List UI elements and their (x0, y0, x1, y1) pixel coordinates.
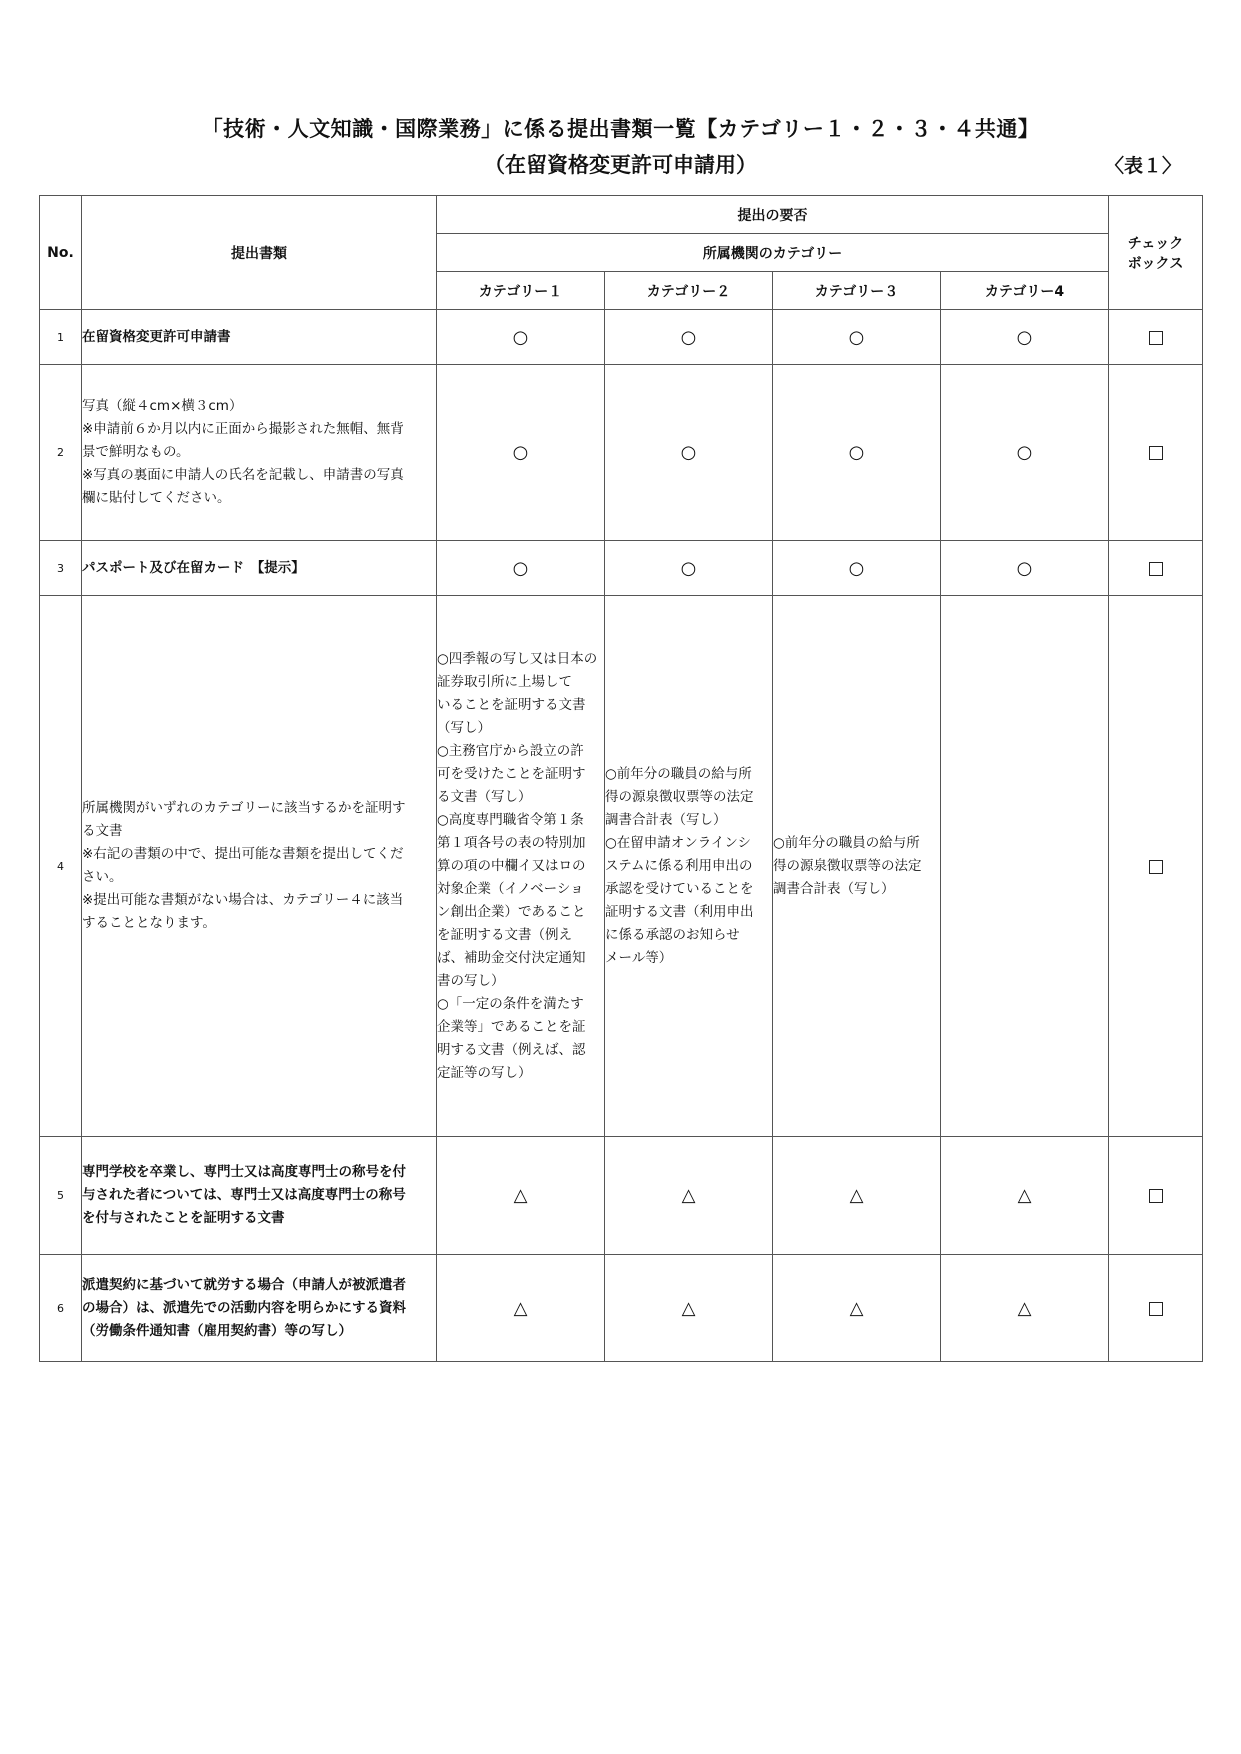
header-requirement: 提出の要否 (437, 196, 1109, 234)
checkbox[interactable] (1149, 331, 1163, 345)
note-line: 承認を受けていることを (605, 880, 754, 897)
note-line: る文書（写し） (437, 788, 532, 805)
table-number: 〈表１〉 (1104, 155, 1181, 177)
requirement-mark: △ (773, 1255, 941, 1362)
document-name (82, 541, 437, 596)
documents-table (39, 195, 1203, 1362)
note-line: 企業等」であることを証 (437, 1018, 586, 1035)
note-line: 証明する文書（利用申出 (605, 903, 754, 920)
document-line: 所属機関がいずれのカテゴリーに該当するかを証明す (82, 800, 406, 816)
header-checkbox (1109, 196, 1203, 310)
header-category-1: カテゴリー１ (437, 272, 605, 310)
row-number: 4 (40, 596, 82, 1137)
row-number: 3 (40, 541, 82, 596)
header-org-category: 所属機関のカテゴリー (437, 234, 1109, 272)
note-line: を証明する文書（例え (437, 926, 572, 943)
page-title: 「技術・人文知識・国際業務」に係る提出書類一覧【カテゴリー１・２・３・４共通】 (201, 117, 1040, 141)
requirement-mark: ○ (773, 310, 941, 365)
table-row (40, 541, 1203, 596)
header-documents: 提出書類 (82, 196, 437, 310)
requirement-mark: △ (773, 1137, 941, 1255)
note-line: いることを証明する文書 (437, 696, 586, 713)
check-box-cell[interactable] (1109, 541, 1203, 596)
note-line: 可を受けたことを証明す (437, 765, 586, 782)
document-name (82, 596, 437, 1137)
document-line: パスポート及び在留カード 【提示】 (82, 559, 305, 576)
note-line: （写し） (437, 719, 491, 736)
document-line: ※右記の書類の中で、提出可能な書類を提出してくだ (82, 846, 404, 862)
requirement-mark: ○ (941, 541, 1109, 596)
check-box-cell[interactable] (1109, 365, 1203, 541)
note-line: ○前年分の職員の給与所 (605, 765, 752, 782)
document-line: ※提出可能な書類がない場合は、カテゴリー４に該当 (82, 892, 404, 908)
note-line: ステムに係る利用申出の (605, 857, 753, 874)
document-line: 欄に貼付してください。 (82, 490, 231, 506)
note-line: メール等） (605, 949, 673, 966)
requirement-mark: ○ (941, 365, 1109, 541)
note-line: 対象企業（イノベーショ (437, 880, 584, 897)
requirement-mark: △ (437, 1137, 605, 1255)
category-3-documents (773, 596, 941, 1137)
check-box-cell[interactable] (1109, 596, 1203, 1137)
document-name (82, 1255, 437, 1362)
document-line: 与された者については、専門士又は高度専門士の称号 (82, 1187, 406, 1203)
requirement-mark: ○ (773, 541, 941, 596)
note-line: 証券取引所に上場して (437, 673, 572, 690)
page-subtitle: （在留資格変更許可申請用） (484, 153, 757, 177)
category-2-documents (605, 596, 773, 1137)
requirement-mark: △ (437, 1255, 605, 1362)
note-line: に係る承認のお知らせ (605, 926, 740, 943)
note-line: 明する文書（例えば、認 (437, 1041, 586, 1058)
note-line: ン創出企業）であること (437, 903, 586, 920)
document-name (82, 310, 437, 365)
document-line: ※申請前６か月以内に正面から撮影された無帽、無背 (82, 421, 404, 437)
note-line: 書の写し） (437, 972, 505, 989)
checkbox[interactable] (1149, 1189, 1163, 1203)
document-name (82, 1137, 437, 1255)
document-line: 写真（縦４cm×横３cm） (82, 398, 243, 414)
header-row-1 (40, 196, 1203, 234)
check-box-cell[interactable] (1109, 1255, 1203, 1362)
document-line: 在留資格変更許可申請書 (82, 328, 231, 345)
note-line: 第１項各号の表の特別加 (437, 834, 586, 851)
document-line: を付与されたことを証明する文書 (82, 1210, 285, 1226)
note-line: ○高度専門職省令第１条 (437, 811, 584, 828)
document-line: 景で鮮明なもの。 (82, 444, 190, 460)
note-line: 得の源泉徴収票等の法定 (605, 788, 754, 805)
document-line: 派遣契約に基づいて就労する場合（申請人が被派遣者 (82, 1276, 406, 1293)
row-number: 2 (40, 365, 82, 541)
row-number: 1 (40, 310, 82, 365)
document-line: ※写真の裏面に申請人の氏名を記載し、申請書の写真 (82, 467, 404, 483)
requirement-mark: △ (605, 1137, 773, 1255)
requirement-mark: ○ (437, 310, 605, 365)
row-number: 6 (40, 1255, 82, 1362)
table-row (40, 1137, 1203, 1255)
table-row (40, 310, 1203, 365)
table-row (40, 596, 1203, 1137)
note-line: ○主務官庁から設立の許 (437, 742, 584, 759)
requirement-mark: ○ (437, 365, 605, 541)
document-name (82, 365, 437, 541)
header-no: No. (40, 196, 82, 310)
header-category-4: カテゴリー4 (941, 272, 1109, 310)
note-line: ○四季報の写し又は日本の (437, 650, 598, 667)
note-line: ○「一定の条件を満たす (437, 995, 584, 1012)
requirement-mark: ○ (605, 310, 773, 365)
document-line: の場合）は、派遣先での活動内容を明らかにする資料 (82, 1299, 406, 1316)
document-line: る文書 (82, 823, 123, 839)
checkbox[interactable] (1149, 446, 1163, 460)
note-line: ば、補助金交付決定通知 (437, 949, 586, 966)
document-line: さい。 (82, 869, 123, 885)
header-category-2: カテゴリー２ (605, 272, 773, 310)
document-line: することとなります。 (82, 915, 216, 931)
note-line: 得の源泉徴収票等の法定 (773, 857, 922, 874)
checkbox[interactable] (1149, 860, 1163, 874)
note-line: 定証等の写し） (437, 1064, 532, 1081)
requirement-mark: ○ (941, 310, 1109, 365)
header-category-3: カテゴリー３ (773, 272, 941, 310)
checkbox[interactable] (1149, 1302, 1163, 1316)
requirement-mark: ○ (605, 365, 773, 541)
table-row (40, 1255, 1203, 1362)
category-1-documents (437, 596, 605, 1137)
requirement-mark: △ (605, 1255, 773, 1362)
requirement-mark: ○ (773, 365, 941, 541)
note-line: 調書合計表（写し） (773, 880, 895, 897)
requirement-mark: ○ (437, 541, 605, 596)
header-checkbox-line: チェック (1127, 235, 1184, 252)
requirement-mark: ○ (605, 541, 773, 596)
checkbox[interactable] (1149, 562, 1163, 576)
document-line: 専門学校を卒業し、専門士又は高度専門士の称号を付 (82, 1164, 406, 1180)
requirement-mark: △ (941, 1137, 1109, 1255)
row-number: 5 (40, 1137, 82, 1255)
note-line: 算の項の中欄イ又はロの (437, 857, 586, 874)
header-checkbox-line: ボックス (1127, 255, 1184, 272)
table-row (40, 365, 1203, 541)
requirement-mark: △ (941, 1255, 1109, 1362)
document-line: （労働条件通知書（雇用契約書）等の写し） (82, 1322, 352, 1339)
category-4-documents (941, 596, 1109, 1137)
note-line: 調書合計表（写し） (605, 811, 727, 828)
check-box-cell[interactable] (1109, 310, 1203, 365)
note-line: ○前年分の職員の給与所 (773, 834, 920, 851)
note-line: ○在留申請オンラインシ (605, 834, 752, 851)
check-box-cell[interactable] (1109, 1137, 1203, 1255)
